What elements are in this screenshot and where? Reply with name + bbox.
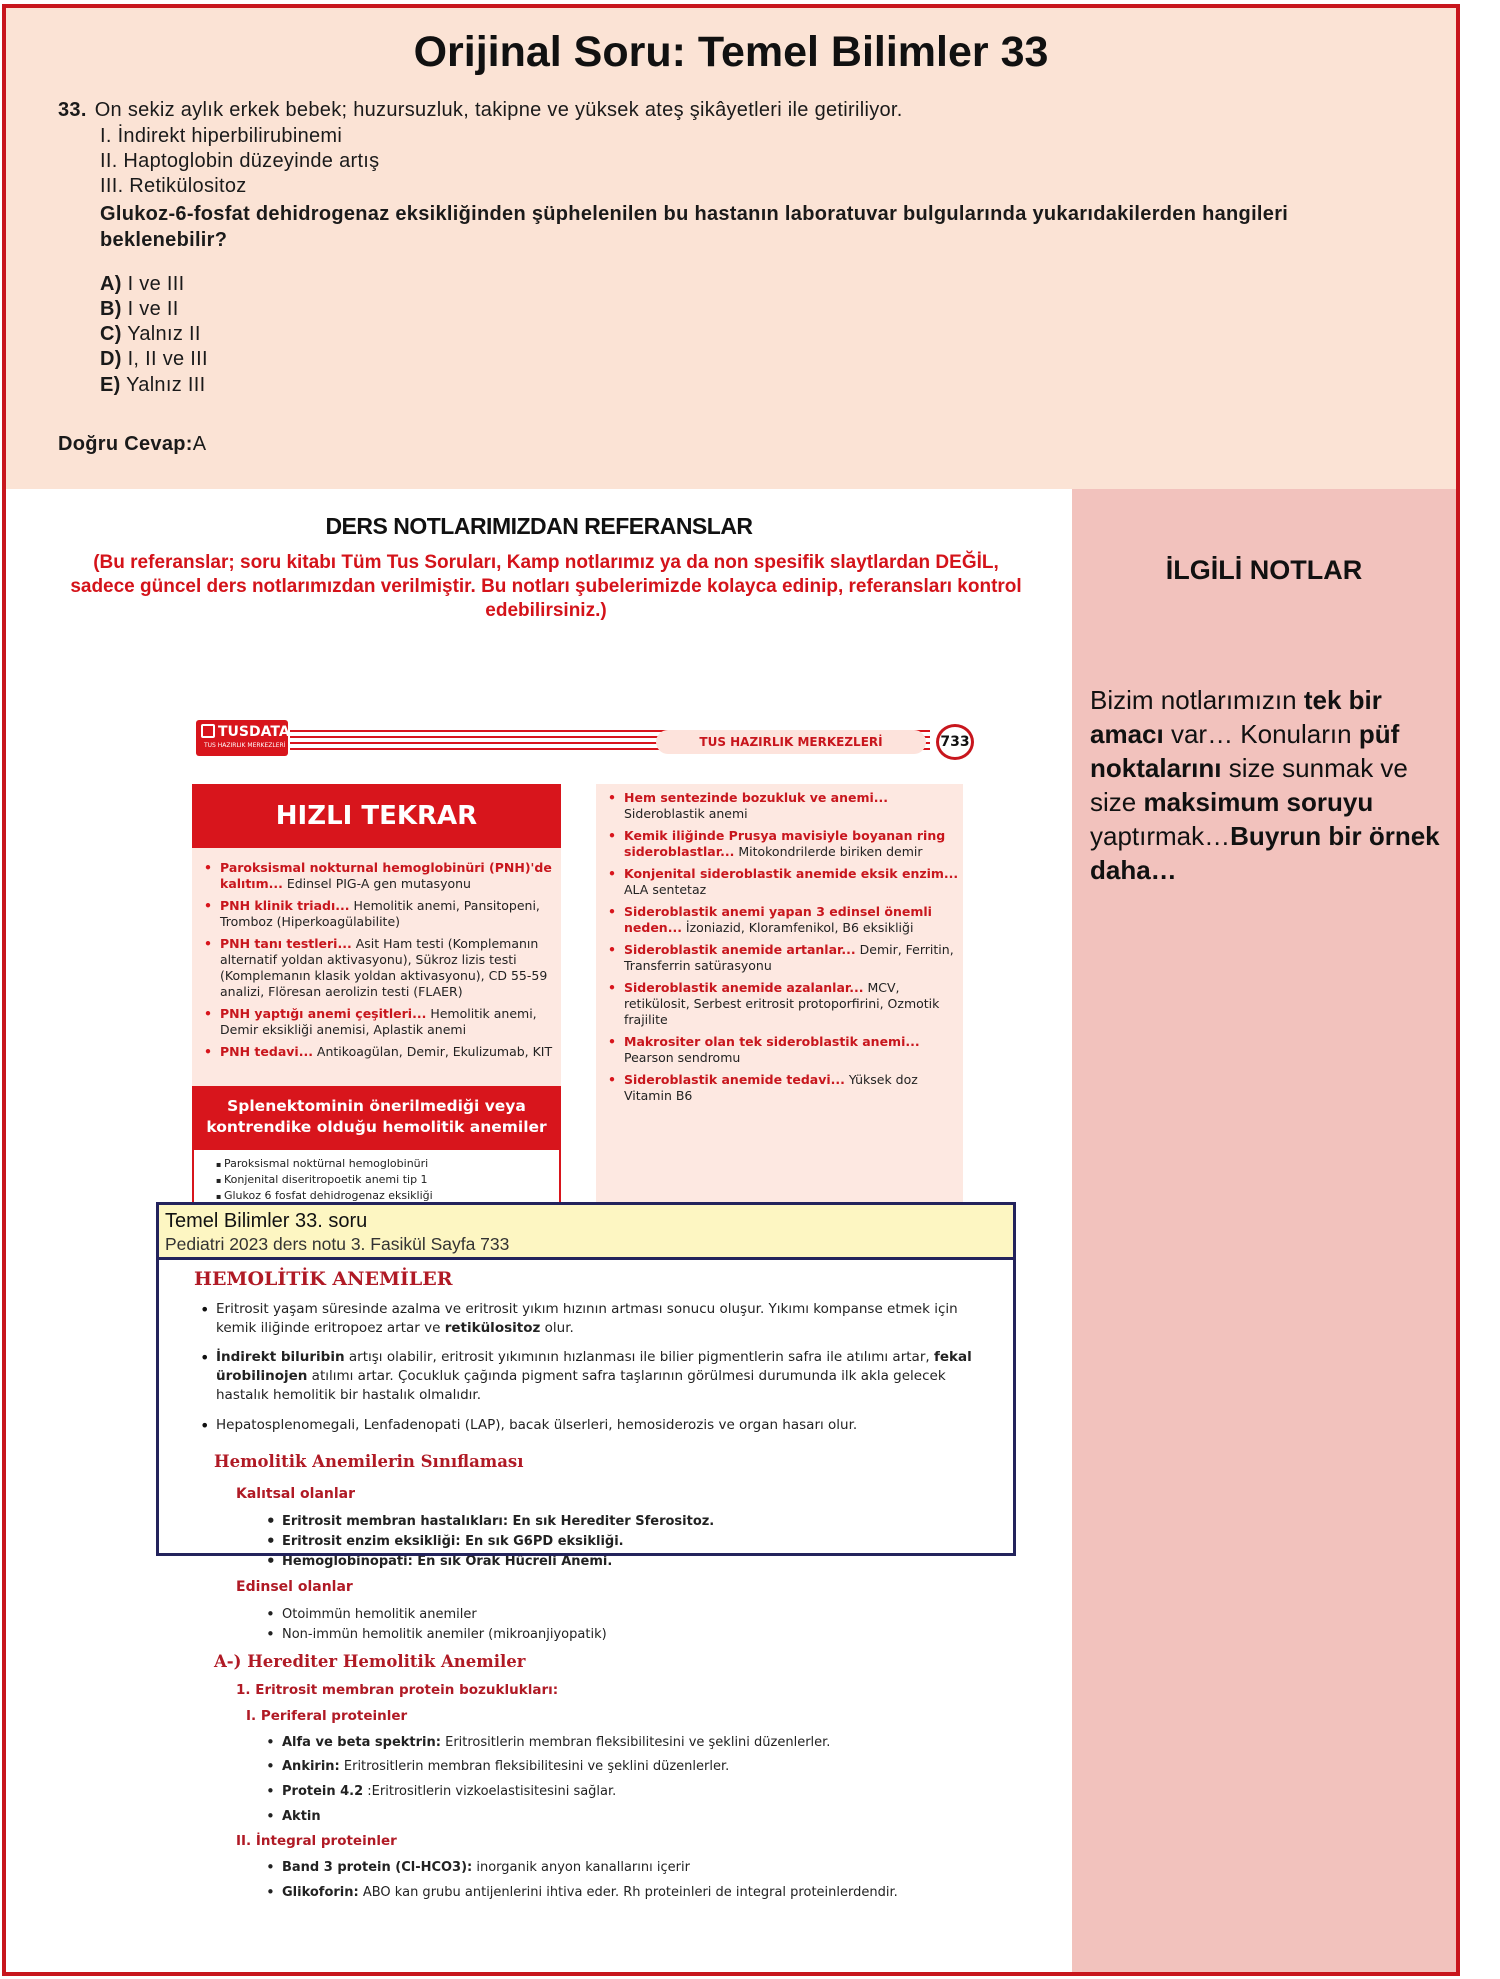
subsection-title: Hemolitik Anemilerin Sınıflaması: [214, 1452, 524, 1471]
bullet-paragraph: • Eritrosit yaşam süresinde azalma ve eritrosit yıkım hızının artması sonucu oluşur. Yıkımı kompanse etmek için kemik iliğinde eritropoez artar ve retikülositoz olur.: [216, 1300, 986, 1338]
question-panel: [6, 8, 1456, 489]
caption-source: Pediatri 2023 ders notu 3. Fasikül Sayfa 733: [165, 1234, 510, 1254]
subsection-title: 1. Eritrosit membran protein bozuklukları:: [236, 1682, 559, 1698]
list-item: • PNH yaptığı anemi çeşitleri... Hemolitik anemi, Demir eksikliği anemisi, Aplastik anemi: [200, 1006, 555, 1038]
notes-text-run: Bizim notlarımızın: [1090, 685, 1304, 715]
notes-text-run: size sunmak ve size: [1090, 753, 1408, 817]
subsection-title: II. İntegral proteinler: [236, 1833, 397, 1849]
question-emphasis: Glukoz-6-fosfat dehidrogenaz eksikliğinden şüphelenilen bu hastanın laboratuvar bulgularında yukarıdakilerden hangileri beklenebilir?: [100, 203, 1289, 251]
splenectomy-list: [192, 1150, 561, 1204]
list-item: • Ankirin: Eritrositlerin membran fleksibilitesini ve şeklini düzenlerler.: [282, 1758, 729, 1776]
list-item: • Hemoglobinopati: En sık Orak Hücreli Anemi.: [282, 1553, 612, 1571]
notes-text-run: tek bir amacı: [1090, 685, 1382, 749]
list-item: • Paroksismal nokturnal hemoglobinüri (PNH)'de kalıtım... Edinsel PIG-A gen mutasyonu: [200, 860, 555, 892]
quick-review-box: [192, 784, 561, 1204]
answer-option-b: B) I ve II: [100, 298, 179, 320]
list-item: • Protein 4.2 :Eritrositlerin vizkoelastisitesini sağlar.: [282, 1783, 616, 1801]
list-item: • PNH tedavi... Antikoagülan, Demir, Ekulizumab, KIT: [200, 1044, 555, 1060]
list-item: • Hem sentezinde bozukluk ve anemi... Sideroblastik anemi: [604, 790, 959, 822]
question-title: Orijinal Soru: Temel Bilimler 33: [413, 28, 1049, 76]
list-item: • Glikoforin: ABO kan grubu antijenlerini ihtiva eder. Rh proteinleri de integral proteinlerdendir.: [282, 1884, 898, 1902]
page-frame: [2, 4, 1460, 1976]
sideroblastic-box: [596, 784, 963, 1204]
subsection-title: I. Periferal proteinler: [246, 1708, 408, 1724]
list-item: • Sideroblastik anemide tedavi... Yüksek doz Vitamin B6: [604, 1072, 959, 1104]
question-item: II. Haptoglobin düzeyinde artış: [100, 150, 380, 172]
subsection-title: Edinsel olanlar: [236, 1579, 353, 1595]
notes-text-run: Buyrun bir örnek daha…: [1090, 821, 1440, 885]
question-stem-text: On sekiz aylık erkek bebek; huzursuzluk, takipne ve yüksek ateş şikâyetleri ile getiriliyor.: [94, 99, 903, 121]
related-notes-panel: [1072, 489, 1456, 1976]
subsection-title: Kalıtsal olanlar: [236, 1486, 356, 1502]
references-title: DERS NOTLARIMIZDAN REFERANSLAR: [325, 513, 753, 539]
list-item: • Eritrosit membran hastalıkları: En sık Herediter Sferositoz.: [282, 1513, 714, 1531]
caption-question: Temel Bilimler 33. soru: [165, 1210, 368, 1232]
section-title: HEMOLİTİK ANEMİLER: [194, 1268, 453, 1290]
notes-text-run: püf noktalarını: [1090, 719, 1400, 783]
question-item: I. İndirekt hiperbilirubinemi: [100, 125, 343, 147]
references-disclaimer: (Bu referanslar; soru kitabı Tüm Tus Soruları, Kamp notlarımız ya da non spesifik slaytlardan DEĞİL, sadece güncel ders notlarımızdan verilmiştir. Bu notları şubelerimizde kolayca edinip, referansları kontrol edebilirsiniz.): [70, 552, 1022, 621]
book-page-number: 733: [936, 724, 974, 760]
related-notes-title: İLGİLİ NOTLAR: [1165, 555, 1363, 585]
related-notes-body: [1090, 683, 1440, 887]
question-stem: [58, 99, 903, 122]
list-item: ▪ Paroksismal noktürnal hemoglobinüri: [216, 1156, 559, 1172]
answer-option-a: A) I ve III: [100, 273, 185, 295]
list-item: • PNH klinik triadı... Hemolitik anemi, Pansitopeni, Tromboz (Hiperkoagülabilite): [200, 898, 555, 930]
question-number: 33.: [58, 99, 87, 121]
notes-text-run: maksimum soruyu: [1143, 787, 1374, 817]
list-item: • Eritrosit enzim eksikliği: En sık G6PD eksikliği.: [282, 1533, 624, 1551]
list-item: • Aktin: [282, 1808, 321, 1826]
list-item: • Non-immün hemolitik anemiler (mikroanjiyopatik): [282, 1626, 607, 1644]
answer-option-e: E) Yalnız III: [100, 374, 206, 396]
list-item: • Konjenital sideroblastik anemide eksik enzim... ALA sentetaz: [604, 866, 959, 898]
list-item: • Sideroblastik anemide artanlar... Demir, Ferritin, Transferrin satürasyonu: [604, 942, 959, 974]
list-item: • PNH tanı testleri... Asit Ham testi (Komplemanın alternatif yoldan aktivasyonu), Sükroz lizis testi (Komplemanın klasik yoldan aktivasyonu), CD 55-59 analizi, Flöresan aerolizin testi (FLAER): [200, 936, 555, 1000]
answer-option-d: D) I, II ve III: [100, 348, 208, 370]
notes-text-run: var… Konuların: [1163, 719, 1359, 749]
list-item: • Sideroblastik anemi yapan 3 edinsel önemli neden... İzoniazid, Kloramfenikol, B6 eksikliği: [604, 904, 959, 936]
list-item: • Makrositer olan tek sideroblastik anemi... Pearson sendromu: [604, 1034, 959, 1066]
bullet-paragraph: • Hepatosplenomegali, Lenfadenopati (LAP), bacak ülserleri, hemosiderozis ve organ hasarı olur.: [216, 1416, 986, 1435]
correct-answer: Doğru Cevap:A: [58, 433, 207, 455]
list-item: ▪ Konjenital diseritropoetik anemi tip 1: [216, 1172, 559, 1188]
answer-option-c: C) Yalnız II: [100, 323, 201, 345]
question-item: III. Retikülositoz: [100, 175, 247, 197]
list-item: • Band 3 protein (Cl-HCO3): inorganik anyon kanallarını içerir: [282, 1859, 690, 1877]
list-item: • Kemik iliğinde Prusya mavisiyle boyanan ring sideroblastlar... Mitokondrilerde biriken demir: [604, 828, 959, 860]
notes-text-run: yaptırmak…: [1090, 821, 1231, 851]
logo-mark-icon: [201, 724, 215, 738]
book-header-banner: TUS HAZIRLIK MERKEZLERİ: [656, 730, 926, 754]
quick-review-title: HIZLI TEKRAR: [192, 784, 561, 848]
tusdata-logo: TUSDATA TUS HAZIRLIK MERKEZLERİ: [196, 720, 288, 756]
sideroblastic-list: [604, 790, 959, 1110]
bullet-paragraph: • İndirekt biluribin artışı olabilir, eritrosit yıkımının hızlanması ile bilier pigmentlerin safra ile atılımı artar, fekal ürobilinojen atılımı artar. Çocukluk çağında pigment safra taşlarının görülmesi durumunda ilk akla gelecek hastalık hemolitik bir hastalık olmalıdır.: [216, 1348, 986, 1405]
quick-review-list: [200, 860, 555, 1066]
list-item: ▪ Glukoz 6 fosfat dehidrogenaz eksikliği: [216, 1188, 559, 1204]
list-item: • Otoimmün hemolitik anemiler: [282, 1606, 477, 1624]
splenectomy-header: Splenektominin önerilmediği veya kontrendike olduğu hemolitik anemiler: [192, 1086, 561, 1150]
list-item: • Alfa ve beta spektrin: Eritrositlerin membran fleksibilitesini ve şeklini düzenlerler.: [282, 1734, 830, 1752]
reference-caption: [156, 1202, 1016, 1260]
list-item: • Sideroblastik anemide azalanlar... MCV, retikülosit, Serbest eritrosit protoporfirini, Ozmotik frajilite: [604, 980, 959, 1028]
subsection-title: A-) Herediter Hemolitik Anemiler: [214, 1652, 526, 1671]
